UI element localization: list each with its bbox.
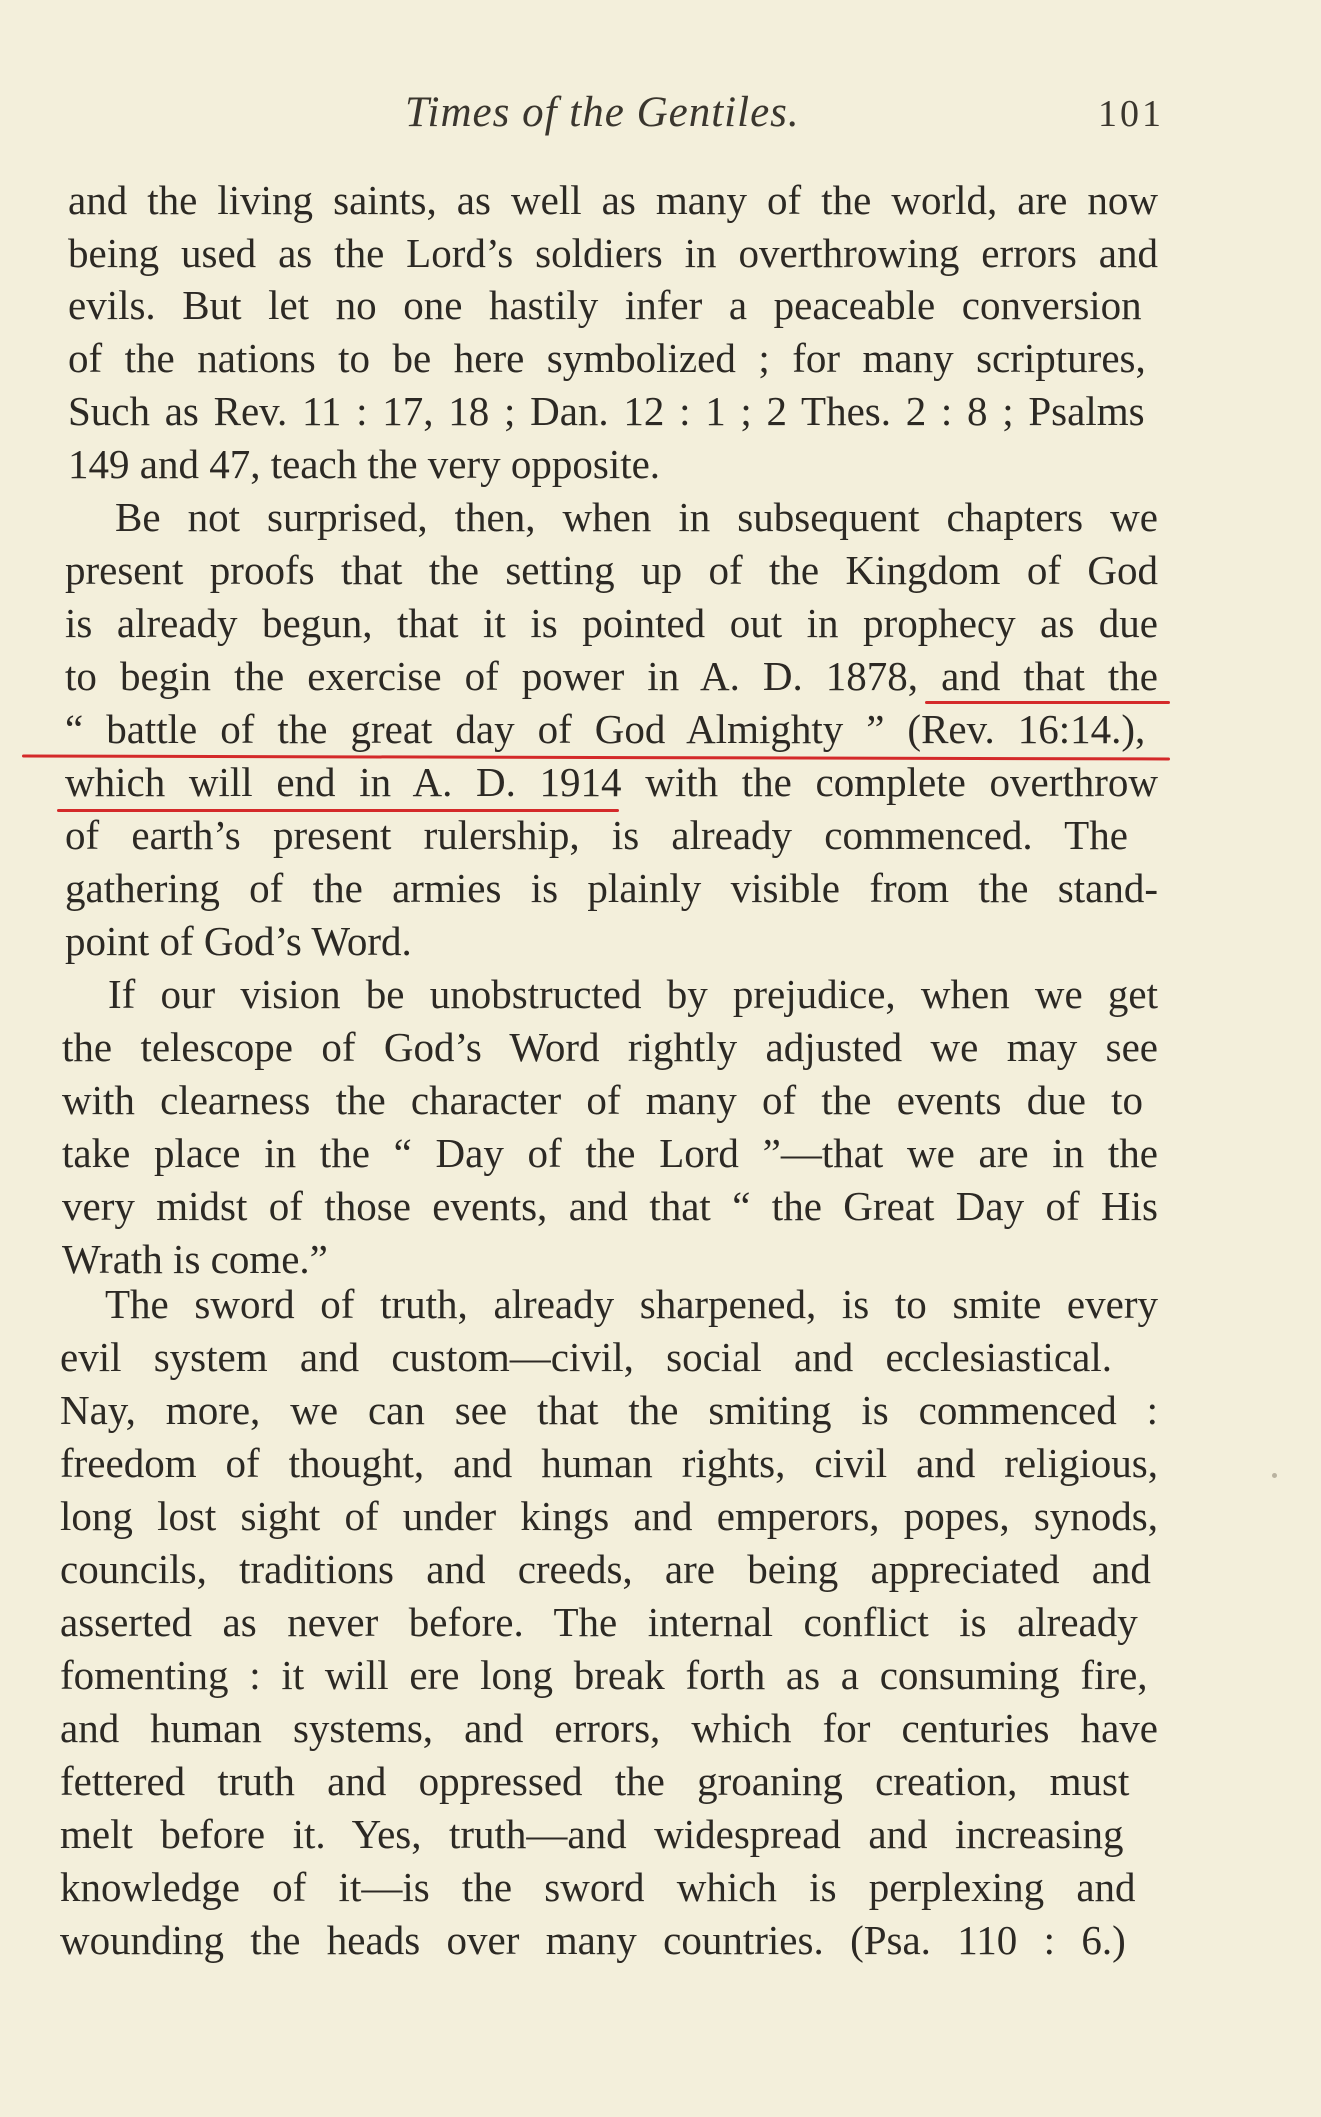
page-number: 101 xyxy=(1098,93,1164,135)
text-line: the telescope of God’s Word rightly adjusted we may see xyxy=(62,1024,1158,1070)
text-line: councils, traditions and creeds, are being appreciated and xyxy=(60,1546,1151,1592)
text-line: with clearness the character of many of the events due to xyxy=(62,1077,1144,1123)
text-line: to begin the exercise of power in A. D. 1878, and that the xyxy=(65,653,1158,699)
text-line: take place in the “ Day of the Lord ”—that we are in the xyxy=(62,1130,1158,1176)
running-title: Times of the Gentiles. xyxy=(405,89,800,136)
paper-speck xyxy=(1272,1473,1277,1478)
text-line: knowledge of it—is the sword which is perplexing and xyxy=(60,1864,1136,1910)
text-line: If our vision be unobstructed by prejudice, when we get xyxy=(108,971,1158,1017)
red-underline xyxy=(925,701,1170,704)
text-line: asserted as never before. The internal conflict is already xyxy=(60,1599,1138,1645)
text-line: which will end in A. D. 1914 with the complete overthrow xyxy=(65,759,1158,805)
text-line: Nay, more, we can see that the smiting is commenced : xyxy=(60,1387,1158,1433)
text-line: Such as Rev. 11 : 17, 18 ; Dan. 12 : 1 ; 2 Thes. 2 : 8 ; Psalms xyxy=(68,388,1145,434)
text-line: “ battle of the great day of God Almighty ” (Rev. 16:14.), xyxy=(65,706,1146,752)
text-line: very midst of those events, and that “ the Great Day of His xyxy=(62,1183,1158,1229)
text-line: Wrath is come.” xyxy=(62,1236,328,1282)
text-line: point of God’s Word. xyxy=(65,918,412,964)
text-line: freedom of thought, and human rights, civil and religious, xyxy=(60,1440,1158,1486)
red-underline xyxy=(57,809,619,812)
text-line: 149 and 47, teach the very opposite. xyxy=(68,441,661,487)
text-line: gathering of the armies is plainly visible from the stand- xyxy=(65,865,1158,911)
text-line: Be not surprised, then, when in subsequent chapters we xyxy=(115,494,1158,540)
text-line: long lost sight of under kings and emperors, popes, synods, xyxy=(60,1493,1158,1539)
text-line: evil system and custom—civil, social and ecclesiastical. xyxy=(60,1334,1112,1380)
text-line: and the living saints, as well as many of the world, are now xyxy=(68,177,1158,223)
text-line: fettered truth and oppressed the groaning creation, must xyxy=(60,1758,1130,1804)
text-line: evils. But let no one hastily infer a peaceable conversion xyxy=(68,282,1142,328)
text-line: The sword of truth, already sharpened, is to smite every xyxy=(105,1281,1158,1327)
text-line: is already begun, that it is pointed out in prophecy as due xyxy=(65,600,1158,646)
text-line: of the nations to be here symbolized ; for many scriptures, xyxy=(68,335,1146,381)
text-line: wounding the heads over many countries. (Psa. 110 : 6.) xyxy=(60,1917,1126,1963)
text-line: fomenting : it will ere long break forth as a consuming fire, xyxy=(60,1652,1148,1698)
text-line: and human systems, and errors, which for centuries have xyxy=(60,1705,1158,1751)
text-line: being used as the Lord’s soldiers in overthrowing errors and xyxy=(68,230,1158,276)
text-line: present proofs that the setting up of the Kingdom of God xyxy=(65,547,1158,593)
text-line: of earth’s present rulership, is already commenced. The xyxy=(65,812,1128,858)
text-line: melt before it. Yes, truth—and widespread and increasing xyxy=(60,1811,1124,1857)
